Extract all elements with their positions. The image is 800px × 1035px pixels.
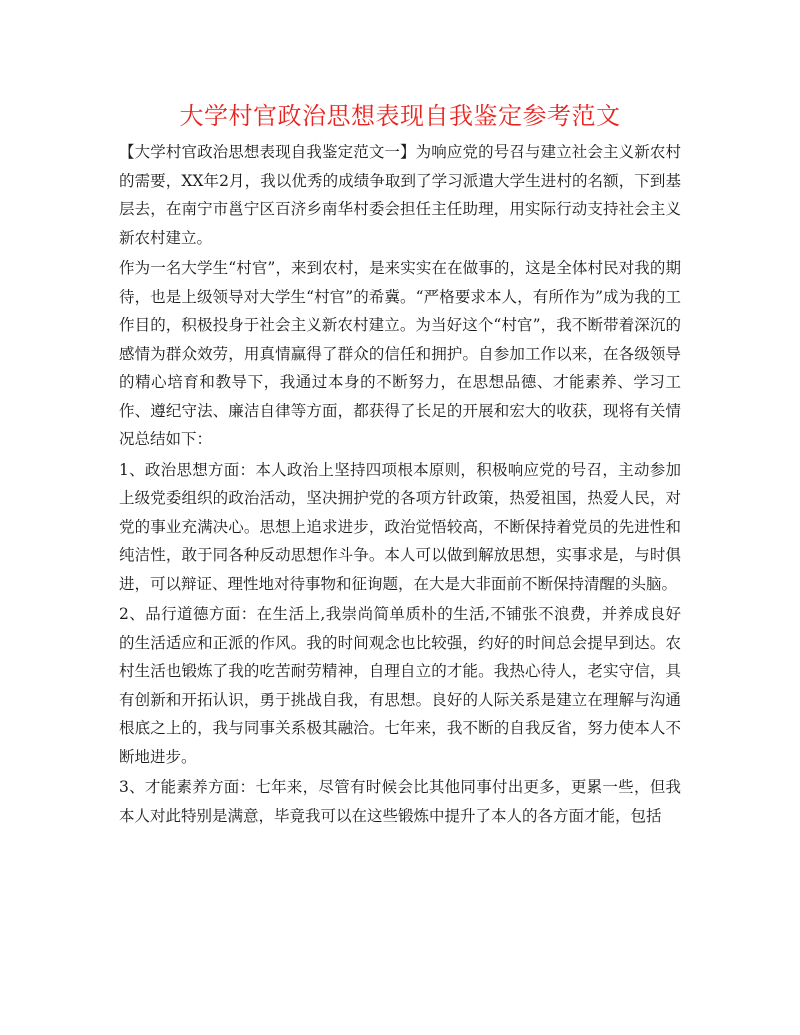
document-title: 大学村官政治思想表现自我鉴定参考范文 bbox=[179, 102, 621, 130]
paragraph-political: 1、政治思想方面：本人政治上坚持四项根本原则，积极响应党的号召，主动参加上级党委组织的政治活动，坚决拥护党的各项方针政策，热爱祖国，热爱人民，对党的事业充满决心。思想上追求进步，政治觉悟较高，不断保持着党员的先进性和纯洁性，敢于同各种反动思想作斗争。本人可以做到解放思想，实事求是，与时俱进，可以辩证、理性地对待事物和征询题，在大是大非面前不断保持清醒的头脑。 bbox=[119, 460, 681, 593]
paragraph-morality: 2、品行道德方面：在生活上,我崇尚简单质朴的生活,不铺张不浪费，并养成良好的生活适应和正派的作风。我的时间观念也比较强，约好的时间总会提早到达。农村生活也锻炼了我的吃苦耐劳精神，自理自立的才能。我热心待人，老实守信，具有创新和开拓认识，勇于挑战自我，有思想。良好的人际关系是建立在理解与沟通根底之上的，我与同事关系极其融洽。七年来，我不断的自我反省，努力使本人不断地进步。 bbox=[119, 605, 681, 766]
paragraph-role: 作为一名大学生“村官”，来到农村，是来实实在在做事的，这是全体村民对我的期待，也是上级领导对大学生“村官”的希冀。“严格要求本人，有所作为”成为我的工作目的，积极投身于社会主义新农村建立。为当好这个“村官”，我不断带着深沉的感情为群众效劳，用真情赢得了群众的信任和拥护。自参加工作以来，在各级领导的精心培育和教导下，我通过本身的不断努力，在思想品德、才能素养、学习工作、遵纪守法、廉洁自律等方面，都获得了长足的开展和宏大的收获，现将有关情况总结如下： bbox=[119, 259, 681, 448]
paragraph-ability: 3、才能素养方面：七年来，尽管有时候会比其他同事付出更多，更累一些，但我本人对此特别是满意，毕竟我可以在这些锻炼中提升了本人的各方面才能，包括 bbox=[119, 778, 681, 825]
paragraph-intro: 【大学村官政治思想表现自我鉴定范文一】为响应党的号召与建立社会主义新农村的需要，XX年2月，我以优秀的成绩争取到了学习派遣大学生进村的名额，下到基层去，在南宁市邕宁区百济乡南华村委会担任主任助理，用实际行动支持社会主义新农村建立。 bbox=[119, 143, 681, 247]
document-page bbox=[119, 96, 681, 832]
